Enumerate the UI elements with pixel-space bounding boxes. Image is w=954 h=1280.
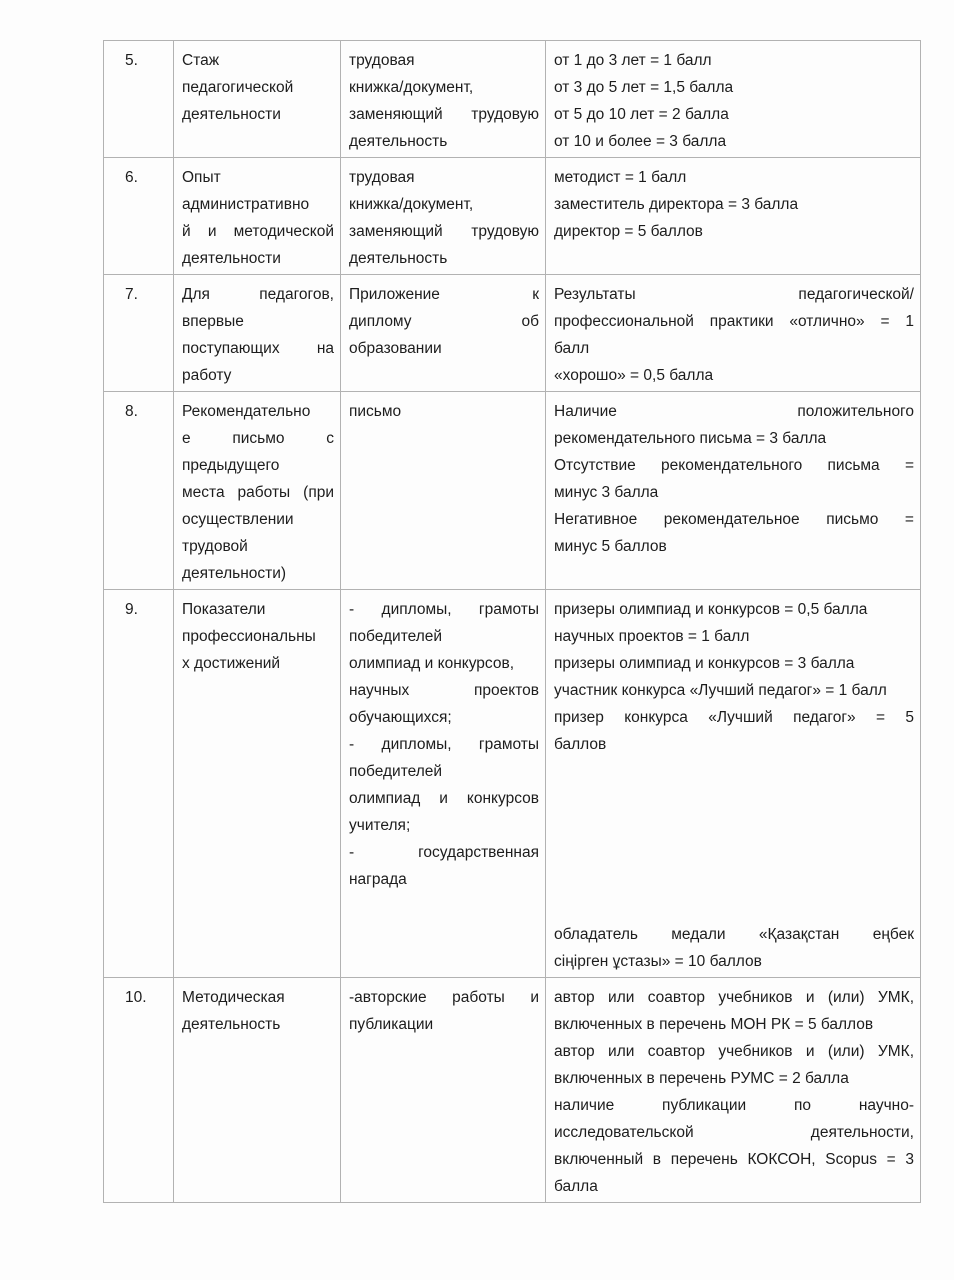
text-line: победителей bbox=[349, 628, 443, 645]
text-line: профессиональной практики «отлично» = 1 bbox=[554, 313, 914, 330]
text-line: Рекомендательно bbox=[182, 403, 311, 420]
text-line: административно bbox=[182, 196, 310, 213]
text-line: деятельность bbox=[349, 250, 448, 267]
text-line: Стаж bbox=[182, 52, 220, 69]
text-line: заместитель директора = 3 балла bbox=[554, 196, 799, 213]
text-line: 10. bbox=[125, 989, 147, 1006]
documents-cell bbox=[341, 41, 546, 158]
text-line: публикации bbox=[349, 1016, 434, 1033]
text-line: 7. bbox=[125, 286, 138, 303]
text-line: минус 3 балла bbox=[554, 484, 659, 501]
documents-cell bbox=[341, 392, 546, 590]
text-line: заменяющий трудовую bbox=[349, 106, 539, 123]
text-line: профессиональны bbox=[182, 628, 316, 645]
text-line: книжка/документ, bbox=[349, 196, 474, 213]
text-line: деятельность bbox=[182, 1016, 281, 1033]
documents-cell bbox=[341, 158, 546, 275]
scoring-cell bbox=[546, 978, 921, 1203]
criterion-cell bbox=[174, 275, 341, 392]
text-line: Отсутствие рекомендательного письма = bbox=[554, 457, 914, 474]
text-line: работу bbox=[182, 367, 232, 384]
text-line: научных проектов = 1 балл bbox=[554, 628, 750, 645]
row-number-cell bbox=[104, 978, 174, 1203]
text-line: участник конкурса «Лучший педагог» = 1 балл bbox=[554, 682, 887, 699]
text-line: методист = 1 балл bbox=[554, 169, 687, 186]
text-line: включенный в перечень КОКСОН, Scopus = 3 bbox=[554, 1151, 914, 1168]
scoring-criteria-table bbox=[103, 40, 921, 1203]
text-line: впервые bbox=[182, 313, 244, 330]
text-line: книжка/документ, bbox=[349, 79, 474, 96]
text-line: Методическая bbox=[182, 989, 285, 1006]
row-number-cell bbox=[104, 590, 174, 978]
text-line: минус 5 баллов bbox=[554, 538, 667, 555]
text-line: Наличие положительного bbox=[554, 403, 914, 420]
text-line: включенных в перечень МОН РК = 5 баллов bbox=[554, 1016, 874, 1033]
text-line: х достижений bbox=[182, 655, 281, 672]
text-line: Опыт bbox=[182, 169, 221, 186]
row-number-cell bbox=[104, 158, 174, 275]
text-line: балл bbox=[554, 340, 590, 357]
text-line: 8. bbox=[125, 403, 138, 420]
text-line: призеры олимпиад и конкурсов = 0,5 балла bbox=[554, 601, 868, 618]
text-line: сіңірген ұстазы» = 10 баллов bbox=[554, 953, 762, 970]
text-line: автор или соавтор учебников и (или) УМК, bbox=[554, 989, 914, 1006]
table-body bbox=[104, 41, 921, 1203]
text-line: й и методической bbox=[182, 223, 334, 240]
text-line: трудовая bbox=[349, 52, 415, 69]
row-number-cell bbox=[104, 392, 174, 590]
documents-cell bbox=[341, 275, 546, 392]
text-line: диплому об bbox=[349, 313, 539, 330]
scoring-cell bbox=[546, 590, 921, 978]
text-line: награда bbox=[349, 871, 407, 888]
text-line: баллов bbox=[554, 736, 607, 753]
text-line: осуществлении bbox=[182, 511, 294, 528]
text-line: - дипломы, грамоты bbox=[349, 601, 539, 618]
text-line: обладатель медали «Қазақстан еңбек bbox=[554, 926, 914, 943]
text-line: деятельность bbox=[349, 133, 448, 150]
text-line: педагогической bbox=[182, 79, 294, 96]
text-line: Негативное рекомендательное письмо = bbox=[554, 511, 914, 528]
text-line: рекомендательного письма = 3 балла bbox=[554, 430, 827, 447]
text-line: «хорошо» = 0,5 балла bbox=[554, 367, 714, 384]
text-line: деятельности bbox=[182, 250, 281, 267]
text-line: Приложение к bbox=[349, 286, 539, 303]
text-line: наличие публикации по научно- bbox=[554, 1097, 914, 1114]
text-line: олимпиад и конкурсов bbox=[349, 790, 539, 807]
text-line: 5. bbox=[125, 52, 138, 69]
row-number-cell bbox=[104, 275, 174, 392]
text-line: от 10 и более = 3 балла bbox=[554, 133, 727, 150]
text-line: от 1 до 3 лет = 1 балл bbox=[554, 52, 712, 69]
table-row bbox=[104, 590, 921, 978]
documents-cell bbox=[341, 590, 546, 978]
text-line: трудовая bbox=[349, 169, 415, 186]
text-line: Результаты педагогической/ bbox=[554, 286, 914, 303]
scoring-cell bbox=[546, 275, 921, 392]
text-line: обучающихся; bbox=[349, 709, 452, 726]
text-line: автор или соавтор учебников и (или) УМК, bbox=[554, 1043, 914, 1060]
text-line: трудовой bbox=[182, 538, 248, 555]
text-line: Для педагогов, bbox=[182, 286, 334, 303]
text-line: исследовательской деятельности, bbox=[554, 1124, 914, 1141]
text-line: включенных в перечень РУМС = 2 балла bbox=[554, 1070, 849, 1087]
text-line: заменяющий трудовую bbox=[349, 223, 539, 240]
text-line: научных проектов bbox=[349, 682, 539, 699]
text-line: письмо bbox=[349, 403, 402, 420]
text-line: балла bbox=[554, 1178, 598, 1195]
text-line: деятельности) bbox=[182, 565, 287, 582]
text-line: поступающих на bbox=[182, 340, 334, 357]
vertical-spacer bbox=[554, 758, 914, 921]
criterion-cell bbox=[174, 41, 341, 158]
text-line: предыдущего bbox=[182, 457, 280, 474]
text-line: 9. bbox=[125, 601, 138, 618]
text-line: от 5 до 10 лет = 2 балла bbox=[554, 106, 729, 123]
text-line: образовании bbox=[349, 340, 442, 357]
documents-cell bbox=[341, 978, 546, 1203]
text-line: призеры олимпиад и конкурсов = 3 балла bbox=[554, 655, 855, 672]
text-line: -авторские работы и bbox=[349, 989, 539, 1006]
table-row bbox=[104, 978, 921, 1203]
text-line: 6. bbox=[125, 169, 138, 186]
row-number-cell bbox=[104, 41, 174, 158]
scoring-cell bbox=[546, 41, 921, 158]
text-line: е письмо с bbox=[182, 430, 334, 447]
criterion-cell bbox=[174, 158, 341, 275]
text-line: - дипломы, грамоты bbox=[349, 736, 539, 753]
table-row bbox=[104, 158, 921, 275]
text-line: места работы (при bbox=[182, 484, 334, 501]
text-line: Показатели bbox=[182, 601, 266, 618]
text-line: директор = 5 баллов bbox=[554, 223, 703, 240]
text-line: олимпиад и конкурсов, bbox=[349, 655, 514, 672]
text-line: - государственная bbox=[349, 844, 539, 861]
criterion-cell bbox=[174, 978, 341, 1203]
text-line: учителя; bbox=[349, 817, 411, 834]
table-row bbox=[104, 275, 921, 392]
text-line: призер конкурса «Лучший педагог» = 5 bbox=[554, 709, 914, 726]
table-row bbox=[104, 41, 921, 158]
text-line: деятельности bbox=[182, 106, 281, 123]
text-line: победителей bbox=[349, 763, 443, 780]
scoring-cell bbox=[546, 158, 921, 275]
scoring-cell bbox=[546, 392, 921, 590]
table-row bbox=[104, 392, 921, 590]
criterion-cell bbox=[174, 590, 341, 978]
text-line: от 3 до 5 лет = 1,5 балла bbox=[554, 79, 734, 96]
criterion-cell bbox=[174, 392, 341, 590]
